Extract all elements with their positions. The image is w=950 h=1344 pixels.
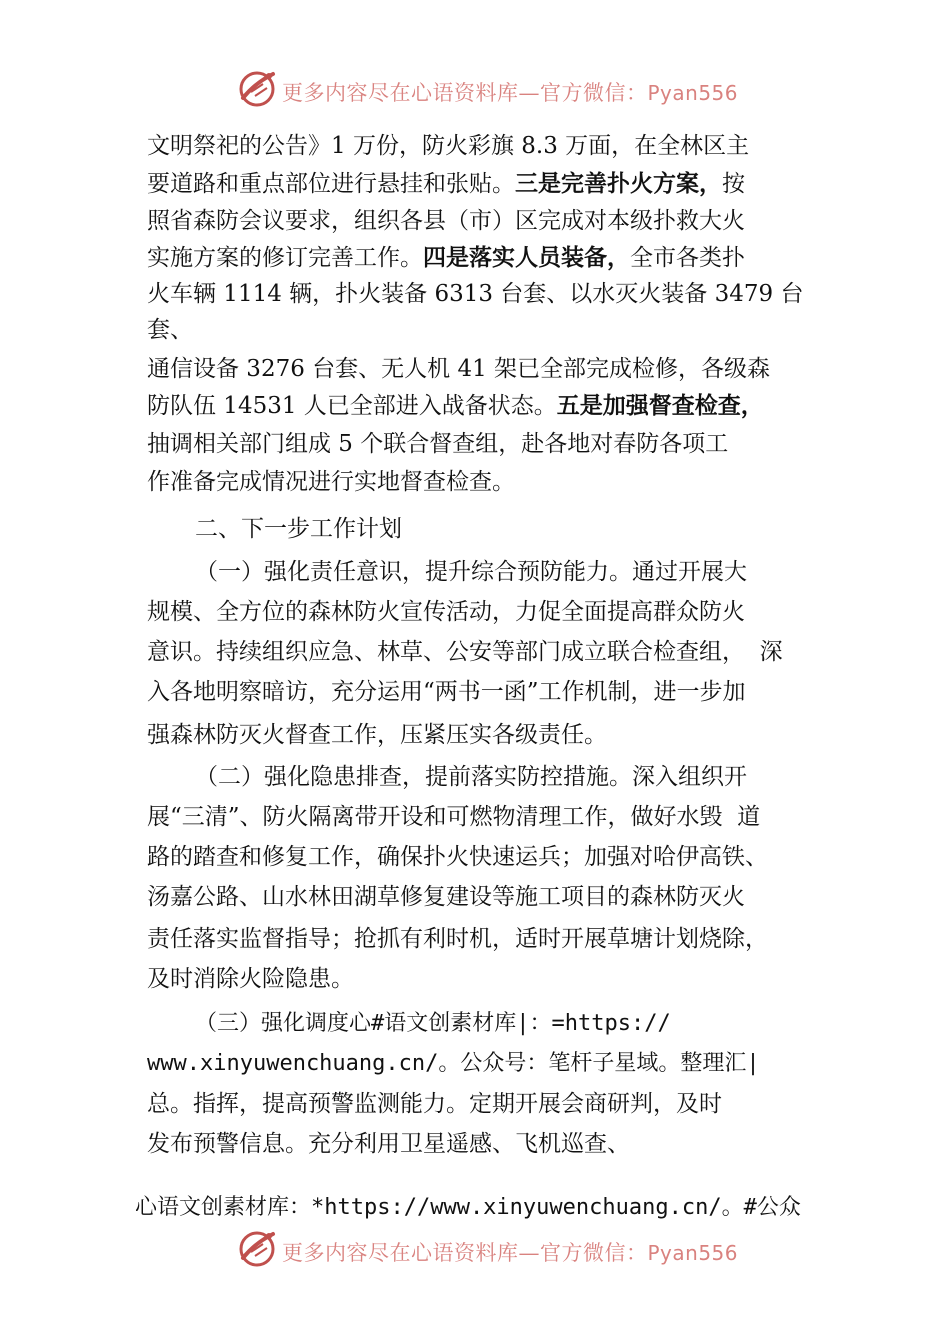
text-line <box>147 677 950 707</box>
text-line <box>147 206 950 236</box>
footer-banner <box>0 1228 950 1274</box>
text-span: 展“三清”、防火隔离带开设和可燃物清理工作，做好水毁 道 <box>147 804 761 830</box>
text-line <box>147 924 950 954</box>
text-span: 照省森防会议要求，组织各县（市）区完成对本级扑救大火 <box>147 208 745 234</box>
text-span: 发布预警信息。充分利用卫星遥感、飞机巡查、 <box>147 1131 630 1157</box>
text-line <box>147 131 950 161</box>
text-line <box>147 429 950 459</box>
text-span: 全市各类扑 <box>630 245 745 271</box>
text-line <box>195 514 950 544</box>
text-line <box>195 1008 950 1038</box>
banner-text: 更多内容尽在心语资料库—官方微信：Pyan556 <box>282 81 739 105</box>
text-line <box>147 842 950 872</box>
text-line <box>147 1129 950 1159</box>
text-span: 入各地明察暗访，充分运用“两书一函”工作机制，进一步加 <box>147 679 746 705</box>
text-span: 要道路和重点部位进行悬挂和张贴。 <box>147 171 515 197</box>
text-line <box>147 637 950 667</box>
text-line <box>147 169 950 199</box>
text-span: （三）强化调度心#语文创素材库|：=https:// <box>195 1011 671 1036</box>
text-span: 按 <box>722 171 745 197</box>
text-line <box>195 762 950 792</box>
bold-text: 五是加强督查检查， <box>556 393 764 419</box>
text-span: 强森林防灭火督查工作，压紧压实各级责任。 <box>147 722 607 748</box>
text-line <box>147 1089 950 1119</box>
text-line <box>195 557 950 587</box>
text-span: 作准备完成情况进行实地督查检查。 <box>147 469 515 495</box>
text-span: 文明祭祀的公告》1 万份，防火彩旗 8.3 万面，在全林区主 <box>147 133 750 159</box>
text-line <box>147 279 950 309</box>
text-line <box>147 882 950 912</box>
text-span: 意识。持续组织应急、林草、公安等部门成立联合检查组， 深 <box>147 639 783 665</box>
text-span: 规模、全方位的森林防火宣传活动，力促全面提高群众防火 <box>147 599 745 625</box>
text-span: 路的踏查和修复工作，确保扑火快速运兵；加强对哈伊高铁、 <box>147 844 768 870</box>
text-line <box>147 467 950 497</box>
text-span: 套、 <box>147 317 193 343</box>
logo-icon <box>237 1228 277 1268</box>
text-span: 火车辆 1114 辆，扑火装备 6313 台套、以水灭火装备 3479 台 <box>147 281 804 307</box>
text-span: 及时消除火险隐患。 <box>147 966 354 992</box>
bold-text: 四是落实人员装备， <box>423 245 630 271</box>
header-banner <box>0 68 950 114</box>
text-span: 汤嘉公路、山水林田湖草修复建设等施工项目的森林防灭火 <box>147 884 745 910</box>
text-line <box>147 1048 950 1078</box>
text-span: （一）强化责任意识，提升综合预防能力。通过开展大 <box>195 559 747 585</box>
text-span: 二、下一步工作计划 <box>195 516 402 542</box>
text-line <box>147 354 950 384</box>
text-span: 总。指挥，提高预警监测能力。定期开展会商研判，及时 <box>147 1091 722 1117</box>
logo-icon <box>237 68 277 108</box>
text-line <box>147 802 950 832</box>
text-span: 抽调相关部门组成 5 个联合督查组，赴各地对春防各项工 <box>147 431 729 457</box>
text-span: （二）强化隐患排查，提前落实防控措施。深入组织开 <box>195 764 747 790</box>
text-span: 心语文创素材库：*https://www.xinyuwenchuang.cn/。#公众 <box>135 1195 801 1220</box>
text-line <box>147 243 950 273</box>
text-line <box>147 597 950 627</box>
text-span: www.xinyuwenchuang.cn/。公众号：笔杆子星域。整理汇| <box>147 1051 760 1076</box>
text-span: 实施方案的修订完善工作。 <box>147 245 423 271</box>
text-span: 通信设备 3276 台套、无人机 41 架已全部完成检修，各级森 <box>147 356 771 382</box>
text-line <box>147 964 950 994</box>
banner-text: 更多内容尽在心语资料库—官方微信：Pyan556 <box>282 1241 739 1265</box>
bold-text: 三是完善扑火方案， <box>515 171 722 197</box>
text-line <box>147 720 950 750</box>
text-line <box>135 1192 950 1222</box>
text-line <box>147 315 950 345</box>
text-line <box>147 391 950 421</box>
text-span: 防队伍 14531 人已全部进入战备状态。 <box>147 393 557 419</box>
text-span: 责任落实监督指导；抢抓有利时机，适时开展草塘计划烧除， <box>147 926 768 952</box>
